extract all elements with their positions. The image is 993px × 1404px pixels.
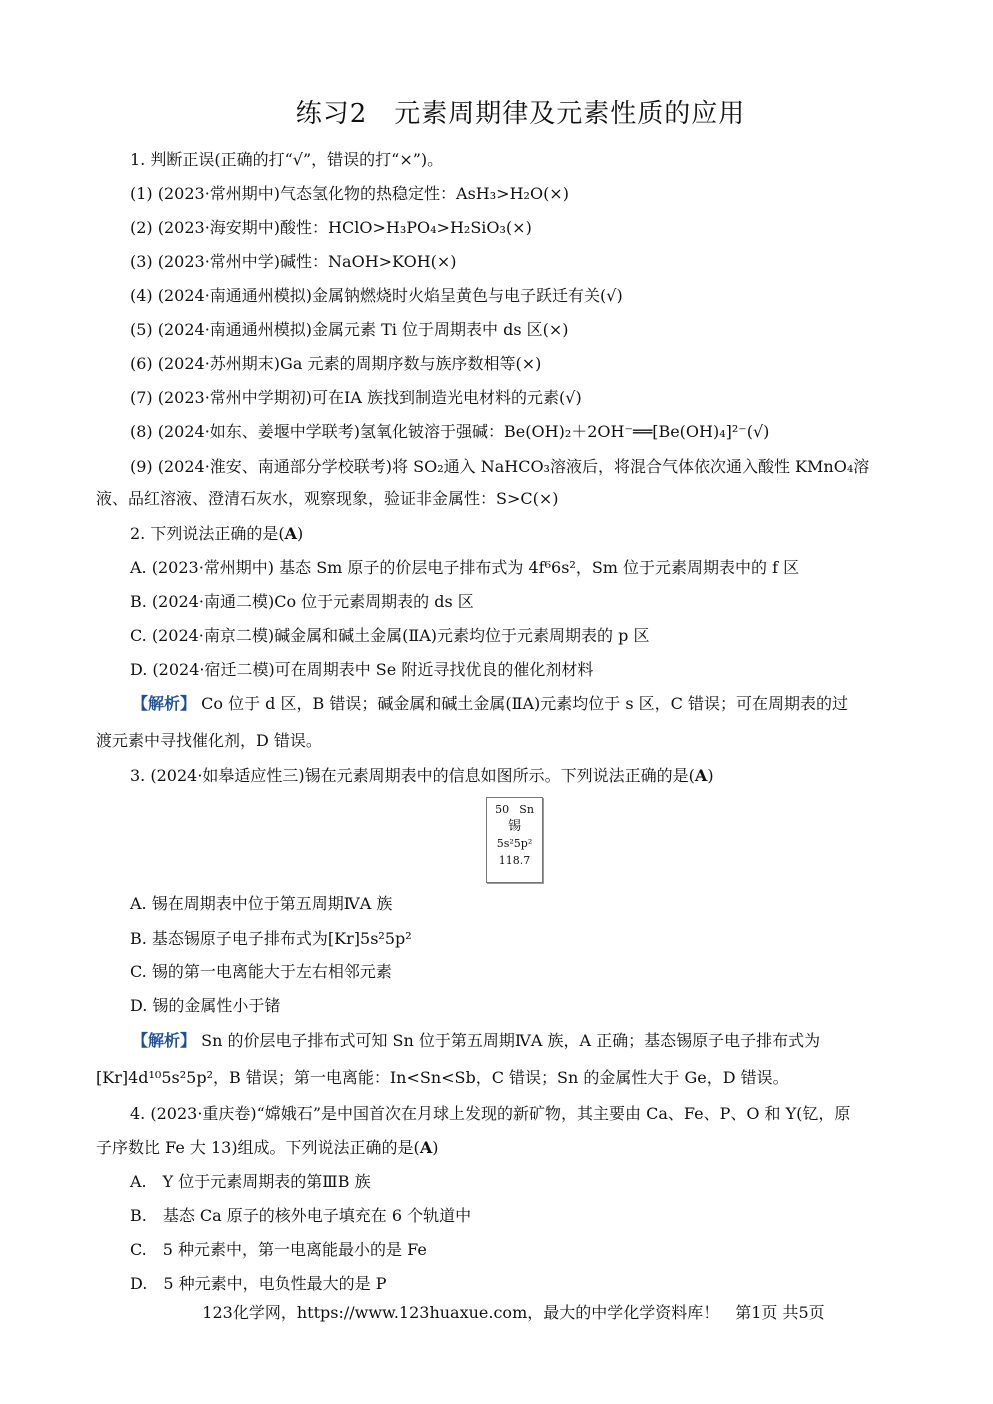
q4-option-a: A. Y 位于元素周期表的第ⅢB 族 — [130, 1172, 371, 1191]
q1-item-4: (4) (2024·南通通州模拟)金属钠燃烧时火焰呈黄色与电子跃迁有关(√) — [130, 286, 623, 305]
q3-analysis-tag: 【解析】 — [132, 1031, 197, 1050]
element-mass: 118.7 — [498, 854, 531, 867]
element-name: 锡 — [507, 819, 521, 834]
q1-item-2: (2) (2023·海安期中)酸性：HClO>H₃PO₄>H₂SiO₃(×) — [130, 218, 532, 237]
q2-stem — [130, 524, 303, 544]
element-symbol: Sn — [519, 803, 534, 816]
element-config: 5s²5p² — [496, 837, 533, 850]
q3-stem-suffix: ) — [707, 766, 714, 785]
q3-option-d: D. 锡的金属性小于锗 — [130, 996, 281, 1015]
q2-stem-prefix: 2. 下列说法正确的是( — [130, 524, 285, 543]
q4-stem-suffix: ) — [432, 1138, 439, 1157]
page-footer: 123化学网，https://www.123huaxue.com，最大的中学化学资料库！ 第1页 共5页 — [202, 1303, 825, 1322]
q4-option-c: C. 5 种元素中，第一电离能最小的是 Fe — [130, 1240, 427, 1259]
q1-item-1: (1) (2023·常州期中)气态氢化物的热稳定性：AsH₃>H₂O(×) — [130, 184, 569, 203]
page-title: 练习2 元素周期律及元素性质的应用 — [295, 99, 746, 129]
q3-option-b: B. 基态锡原子电子排布式为[Kr]5s²5p² — [130, 929, 412, 948]
q2-analysis-line-2: 渡元素中寻找催化剂，D 错误。 — [96, 731, 322, 750]
q2-option-b: B. (2024·南通二模)Co 位于元素周期表的 ds 区 — [130, 592, 474, 611]
q2-option-c: C. (2024·南京二模)碱金属和碱土金属(ⅡA)元素均位于元素周期表的 p 区 — [130, 626, 650, 645]
q4-stem-prefix: 子序数比 Fe 大 13)组成。下列说法正确的是( — [96, 1138, 420, 1157]
q4-option-d: D. 5 种元素中，电负性最大的是 P — [130, 1274, 387, 1293]
q1-item-7: (7) (2023·常州中学期初)可在ⅠA 族找到制造光电材料的元素(√) — [130, 388, 582, 407]
q1-item-9: (9) (2024·淮安、南通部分学校联考)将 SO₂通入 NaHCO₃溶液后，将混合气体依次通入酸性 KMnO₄溶 — [130, 457, 870, 476]
q1-item-6: (6) (2024·苏州期末)Ga 元素的周期序数与族序数相等(×) — [130, 354, 542, 373]
q4-stem-line-2 — [96, 1138, 438, 1158]
q1-stem: 1. 判断正误(正确的打“√”，错误的打“×”)。 — [130, 150, 444, 169]
q3-answer: A — [694, 766, 708, 785]
q4-stem-line-1: 4. (2023·重庆卷)“嫦娥石”是中国首次在月球上发现的新矿物，其主要由 Ca、Fe、P、O 和 Y(钇，原 — [130, 1104, 851, 1123]
q4-option-b: B. 基态 Ca 原子的核外电子填充在 6 个轨道中 — [130, 1206, 472, 1225]
q2-answer: A — [284, 524, 298, 543]
q2-option-a: A. (2023·常州期中) 基态 Sm 原子的价层电子排布式为 4f⁶6s²，Sm 位于元素周期表中的 f 区 — [130, 558, 800, 577]
q1-item-9-cont: 液、品红溶液、澄清石灰水，观察现象，验证非金属性：S>C(×) — [96, 489, 559, 508]
q2-analysis-text-1: Co 位于 d 区，B 错误；碱金属和碱土金属(ⅡA)元素均位于 s 区，C 错误；可在周期表的过 — [201, 694, 848, 713]
q3-option-a: A. 锡在周期表中位于第五周期ⅣA 族 — [130, 894, 393, 913]
q3-option-c: C. 锡的第一电离能大于左右相邻元素 — [130, 962, 392, 981]
q3-analysis-text-1: Sn 的价层电子排布式可知 Sn 位于第五周期ⅣA 族，A 正确；基态锡原子电子排布式为 — [201, 1031, 821, 1050]
q2-analysis-tag: 【解析】 — [132, 694, 197, 713]
q3-stem-prefix: 3. (2024·如皋适应性三)锡在元素周期表中的信息如图所示。下列说法正确的是( — [130, 766, 695, 785]
q1-item-8: (8) (2024·如东、姜堰中学联考)氢氧化铍溶于强碱：Be(OH)₂＋2OH⁻══[Be(OH)₄]²⁻(√) — [130, 422, 770, 441]
q3-analysis-line-1 — [132, 1031, 820, 1051]
q1-item-3: (3) (2023·常州中学)碱性：NaOH>KOH(×) — [130, 252, 457, 271]
q2-option-d: D. (2024·宿迁二模)可在周期表中 Se 附近寻找优良的催化剂材料 — [130, 660, 594, 679]
q4-answer: A — [419, 1138, 433, 1157]
q3-stem — [130, 766, 714, 786]
element-number: 50 — [495, 803, 510, 816]
q3-analysis-line-2: [Kr]4d¹⁰5s²5p²，B 错误；第一电离能：In<Sn<Sb，C 错误；Sn 的金属性大于 Ge，D 错误。 — [96, 1068, 789, 1087]
element-card-tin — [486, 797, 543, 883]
q1-item-5: (5) (2024·南通通州模拟)金属元素 Ti 位于周期表中 ds 区(×) — [130, 320, 569, 339]
q2-stem-suffix: ) — [297, 524, 304, 543]
q2-analysis-line-1 — [132, 694, 848, 714]
